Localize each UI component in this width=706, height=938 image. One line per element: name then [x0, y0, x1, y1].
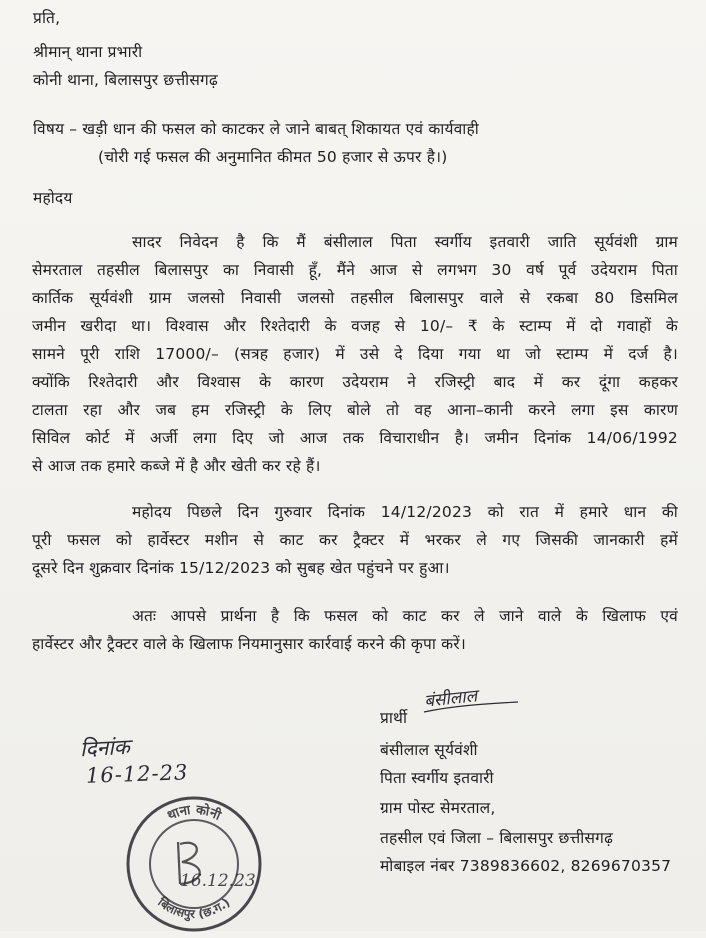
salutation: महोदय: [33, 189, 73, 207]
subject-note: (चोरी गई फसल की अनुमानित कीमत 50 हजार से ऊपर है।): [98, 148, 448, 166]
paragraph-1-line: सिविल कोर्ट में अर्जी लगा दिए जो आज तक विचाराधीन है। जमीन दिनांक 14/06/1992: [32, 429, 678, 447]
paragraph-1-line: सामने पूरी राशि 17000/– (सत्रह हजार) में उसे दे दिया गया था जो स्टाम्प में दर्ज है।: [32, 345, 678, 363]
signature-underline: [422, 700, 522, 716]
seal-date: 16.12.23: [180, 871, 256, 891]
applicant-label: प्रार्थी: [380, 709, 408, 727]
paragraph-1-line: जमीन खरीदा था। विश्वास और रिश्तेदारी के वजह से 10/– ₹ के स्टाम्प में दो गवाहों के: [32, 317, 678, 335]
paragraph-1-line: सेमरताल तहसील बिलासपुर का निवासी हूँ, मैंने आज से लगभग 30 वर्ष पूर्व उदेयराम पिता: [32, 261, 678, 279]
paragraph-2-line: पूरी फसल को हार्वेस्टर मशीन से काट कर ट्रैक्टर में भरकर ले गए जिसकी जानकारी हमें: [32, 531, 678, 549]
applicant-district: तहसील एवं जिला – बिलासपुर छत्तीसगढ़: [380, 829, 614, 847]
applicant-mobile: मोबाइल नंबर 7389836602, 8269670357: [380, 857, 672, 875]
svg-text:बिलासपुर (छ.ग.): [155, 894, 233, 922]
paragraph-3-line: अतः आपसे प्रार्थना है कि फसल को काट कर ले जाने वाले के खिलाफ एवं: [132, 607, 678, 625]
handwritten-date-value: 16-12-23: [85, 760, 189, 788]
applicant-name: बंसीलाल सूर्यवंशी: [380, 741, 478, 759]
paragraph-1-line: से आज तक हमारे कब्जे में है और खेती कर रहे हैं।: [32, 457, 321, 475]
paragraph-2-line: महोदय पिछले दिन गुरुवार दिनांक 14/12/2023 को रात में हमारे धान की: [132, 503, 678, 521]
paragraph-2-line: दूसरे दिन शुक्रवार दिनांक 15/12/2023 को सुबह खेत पहुंचने पर हुआ।: [32, 559, 450, 577]
handwritten-date-label: दिनांक: [79, 734, 131, 762]
paragraph-1-line: कार्तिक सूर्यवंशी ग्राम जलसो निवासी जलसो तहसील बिलासपुर वाले से रकबा 80 डिसमिल: [32, 289, 678, 307]
paragraph-1-line: क्योंकि रिश्तेदारी और विश्वास के कारण उदेयराम ने रजिस्ट्री बाद में कर दूंगा कहकर: [32, 373, 678, 391]
police-seal-stamp: [120, 790, 268, 938]
subject-line: विषय – खड़ी धान की फसल को काटकर ले जाने बाबत् शिकायत एवं कार्यवाही: [33, 120, 479, 138]
paragraph-1-line: सादर निवेदन है कि मैं बंसीलाल पिता स्वर्गीय इतवारी जाति सूर्यवंशी ग्राम: [132, 233, 678, 251]
handwritten-signature: बंसीलाल: [423, 686, 479, 712]
paragraph-3-line: हार्वेस्टर और ट्रैक्टर वाले के खिलाफ नियमानुसार कार्रवाई करने की कृपा करें।: [32, 635, 466, 653]
applicant-father: पिता स्वर्गीय इतवारी: [380, 769, 494, 787]
seal-top-text: थाना कोनी: [165, 802, 223, 824]
paragraph-1-line: टालता रहा और जब हम रजिस्ट्री के लिए बोले तो वह आना–कानी करने लगा इस कारण: [32, 401, 678, 419]
salutation-to: प्रति,: [33, 9, 61, 27]
addressee: श्रीमान् थाना प्रभारी: [33, 43, 143, 61]
seal-bottom-text: बिलासपुर (छ.ग.): [155, 895, 233, 922]
police-station: कोनी थाना, बिलासपुर छत्तीसगढ़: [33, 71, 218, 89]
applicant-village: ग्राम पोस्ट सेमरताल,: [380, 799, 496, 817]
